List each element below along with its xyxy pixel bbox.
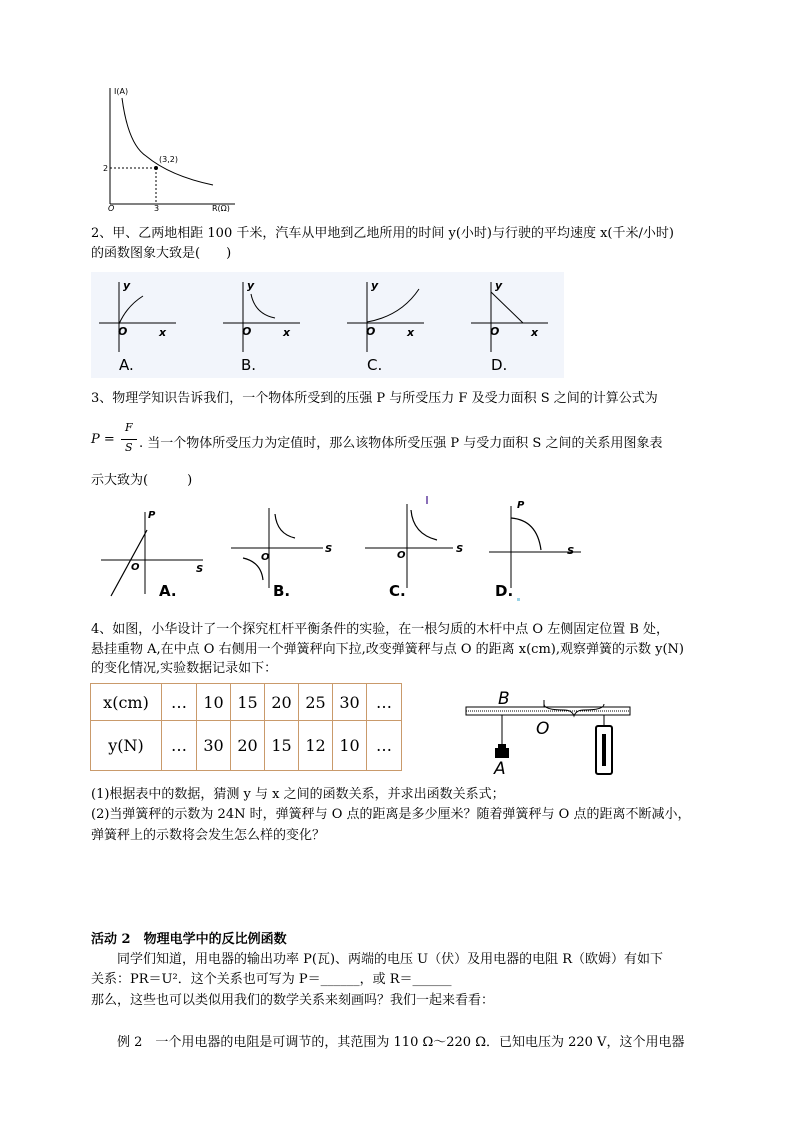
q3-curve-b2 <box>243 558 263 580</box>
q3-option-b: B. <box>273 582 291 600</box>
q2-d-o: O <box>490 325 500 338</box>
activity2-p3: 那么，这些也可以类似用我们的数学关系来刻画吗？我们一起来看看： <box>91 993 495 1008</box>
table-cell: x(cm) <box>91 684 162 721</box>
table-row <box>91 721 402 771</box>
q2-c-y: y <box>371 279 379 292</box>
fig1-x-label: R(Ω) <box>212 204 230 212</box>
q2-b-o: O <box>242 325 252 338</box>
q2-line2: 的函数图象大致是( ) <box>91 246 232 261</box>
fig1-graph <box>100 84 245 212</box>
activity2-p2: 关系：PR＝U²．这个关系也可写为 P＝______，或 R＝______ <box>91 972 452 987</box>
table-cell: 20 <box>265 684 299 721</box>
q3-formula-num: F <box>125 421 133 434</box>
q2-c-o: O <box>366 325 376 338</box>
activity2-p1: 同学们知道，用电器的输出功率 P(瓦)、两端的电压 U（伏）及用电器的电阻 R（欧姆）有如下 <box>117 952 664 967</box>
fig1-origin: O <box>108 204 115 212</box>
table-cell: y(N) <box>91 721 162 771</box>
q3-formula-p: P = <box>91 432 115 447</box>
q3-line3: 示大致为( ) <box>91 473 193 488</box>
q2-option-b: B. <box>241 356 257 374</box>
q3-b-s: S <box>325 544 333 555</box>
table-row <box>91 684 402 721</box>
q3-d-p: P <box>517 500 525 511</box>
table-cell: … <box>162 721 197 771</box>
label-a: A <box>494 759 506 778</box>
q3-curve-a <box>111 530 147 596</box>
table-cell: 20 <box>231 721 265 771</box>
table-cell: 15 <box>231 684 265 721</box>
q3-option-d: D. <box>495 582 514 600</box>
q2-a-y: y <box>123 279 131 292</box>
q2-option-d: D. <box>491 356 508 374</box>
q2-c-x: x <box>407 326 415 339</box>
fig1-point <box>154 166 158 170</box>
label-b: B <box>498 689 510 709</box>
q3-c-o: O <box>397 550 406 561</box>
q3-a-s: S <box>196 564 204 575</box>
q2-option-c: C. <box>367 356 383 374</box>
q2-a-x: x <box>159 326 167 339</box>
q4-lever-figure <box>460 686 640 778</box>
table-cell: … <box>367 721 402 771</box>
q4-line2: 悬挂重物 A,在中点 O 右侧用一个弹簧秤向下拉,改变弹簧秤与点 O 的距离 x(cm),观察弹簧的示数 y(N) <box>91 642 684 657</box>
q3-b-o: O <box>261 552 270 563</box>
fig1-curve <box>122 98 213 185</box>
table-cell: 12 <box>299 721 333 771</box>
activity2-example2: 例 2 一个用电器的电阻是可调节的，其范围为 110 Ω～220 Ω．已知电压为 220 V，这个用电器 <box>117 1035 685 1050</box>
table-cell: 15 <box>265 721 299 771</box>
q4-data-table <box>90 683 402 771</box>
q3-option-a: A. <box>159 582 177 600</box>
q2-d-y: y <box>495 279 503 292</box>
q4-sub1: (1)根据表中的数据，猜测 y 与 x 之间的函数关系，并求出函数关系式； <box>91 787 505 802</box>
activity2-title: 活动 2 物理电学中的反比例函数 <box>91 932 287 947</box>
q4-sub2b: 弹簧秤上的示数将会发生怎么样的变化？ <box>91 828 326 843</box>
q3-a-o: O <box>131 562 140 573</box>
q4-line3: 的变化情况,实验数据记录如下： <box>91 661 278 676</box>
fig1-point-label: (3,2) <box>159 155 178 164</box>
q2-option-a: A. <box>119 356 134 374</box>
q3-a-p: P <box>148 510 156 521</box>
q3-c-s: S <box>456 544 464 555</box>
table-cell: … <box>162 684 197 721</box>
q2-a-o: O <box>118 325 128 338</box>
q2-b-y: y <box>247 279 255 292</box>
fig1-y-tick: 2 <box>103 164 109 173</box>
q3-formula-bar <box>121 439 137 440</box>
q3-formula-den: S <box>125 441 133 454</box>
q3-curve-b1 <box>275 514 295 538</box>
q3-line2-rest: . 当一个物体所受压力为定值时，那么该物体所受压强 P 与受力面积 S 之间的关系用图象表 <box>139 436 663 451</box>
q2-options-figure <box>91 272 564 378</box>
table-cell: 30 <box>333 684 367 721</box>
table-cell: … <box>367 684 402 721</box>
q3-curve-d <box>511 518 541 550</box>
q4-line1: 4、如图，小华设计了一个探究杠杆平衡条件的实验，在一根匀质的木杆中点 O 左侧固定位置 B 处， <box>91 622 670 637</box>
weight-a <box>495 744 509 758</box>
q2-curve-d <box>491 292 523 323</box>
q3-option-c: C. <box>389 582 406 600</box>
table-cell: 30 <box>197 721 231 771</box>
label-o: O <box>536 719 550 739</box>
fig1-x-tick: 3 <box>154 204 160 212</box>
q3-line1: 3、物理学知识告诉我们，一个物体所受到的压强 P 与所受压力 F 及受力面积 S 之间的计算公式为 <box>91 391 658 406</box>
q2-b-x: x <box>283 326 291 339</box>
table-cell: 25 <box>299 684 333 721</box>
q2-curve-c <box>367 289 419 322</box>
fig1-y-label: I(A) <box>114 87 129 96</box>
q2-d-x: x <box>531 326 539 339</box>
table-cell: 10 <box>197 684 231 721</box>
q2-curve-a <box>119 296 143 324</box>
q2-curve-b <box>251 294 275 318</box>
q2-line1: 2、甲、乙两地相距 100 千米，汽车从甲地到乙地所用的时间 y(小时)与行驶的平均速度 x(千米/小时) <box>91 226 674 241</box>
q3-d-s: S <box>567 546 575 557</box>
table-cell: 10 <box>333 721 367 771</box>
q3-options-figure <box>91 494 591 606</box>
q3-curve-c <box>411 510 437 540</box>
q4-sub2a: (2)当弹簧秤的示数为 24N 时，弹簧秤与 O 点的距离是多少厘米？随着弹簧秤与 O 点的距离不断减小， <box>91 807 691 822</box>
